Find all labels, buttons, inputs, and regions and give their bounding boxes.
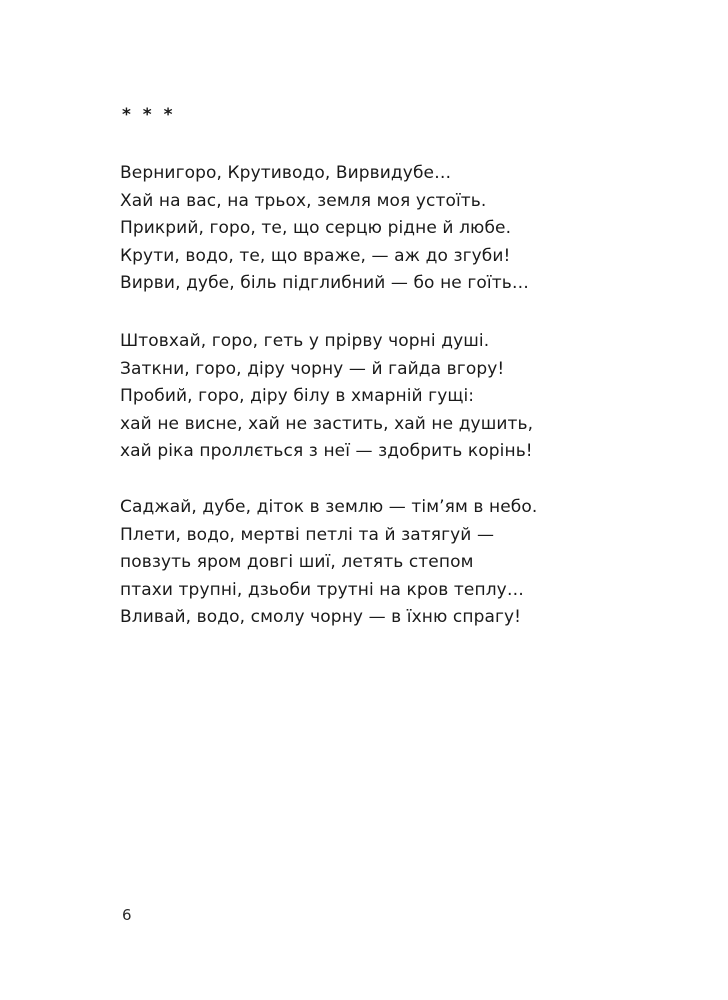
poem-line: Крути, водо, те, що враже, — аж до згуби! bbox=[120, 245, 511, 266]
poem-line: повзуть яром довгі шиї, летять степом bbox=[120, 552, 474, 572]
poem-line: хай не висне, хай не застить, хай не душить, bbox=[120, 413, 534, 434]
poem-line: Вливай, водо, смолу чорну — в їхню спрагу! bbox=[120, 607, 522, 627]
poem-line: Вирви, дубе, біль підглибний — бо не гоїть… bbox=[120, 273, 529, 293]
poem-line: хай ріка проллється з неї — здобрить корінь! bbox=[120, 441, 533, 461]
poem-line: Вернигоро, Крутиводо, Вирвидубе… bbox=[120, 163, 452, 183]
section-divider: * * * bbox=[122, 105, 176, 125]
poem-line: Хай на вас, на трьох, земля моя устоїть. bbox=[120, 190, 487, 211]
poem-line: Саджай, дубе, діток в землю — тім’ям в небо. bbox=[120, 497, 538, 517]
stanza-3 bbox=[120, 494, 537, 632]
poem-line: Пробий, горо, діру білу в хмарній гущі: bbox=[120, 386, 475, 406]
page-number: 6 bbox=[122, 906, 132, 924]
poem-line: Заткни, горо, діру чорну — й гайда вгору! bbox=[120, 358, 505, 379]
poem-line: Прикрий, горо, те, що серцю рідне й любе. bbox=[120, 218, 512, 238]
poem-line: Штовхай, горо, геть у прірву чорні душі. bbox=[120, 331, 490, 351]
poem-line: Плети, водо, мертві петлі та й затягуй — bbox=[120, 524, 495, 545]
stanza-2 bbox=[120, 328, 533, 466]
poem-line: птахи трупні, дзьоби трутні на кров теплу… bbox=[120, 579, 524, 600]
stanza-1 bbox=[120, 160, 529, 298]
